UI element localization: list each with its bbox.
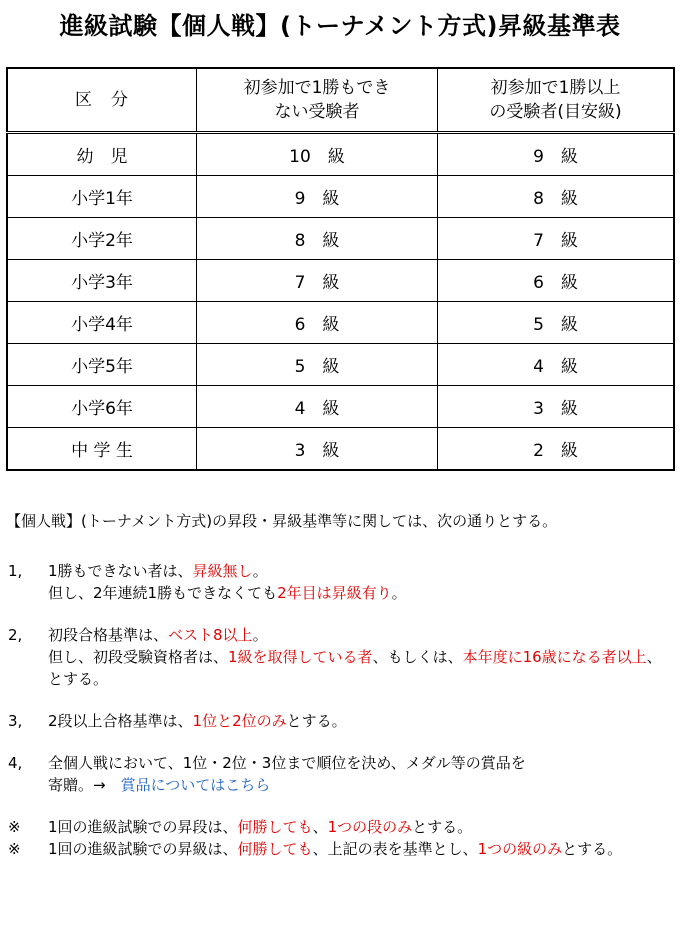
row-grade-no-win: 3 級 (197, 428, 438, 471)
row-category: 中 学 生 (7, 428, 197, 471)
row-grade-no-win: 8 級 (197, 218, 438, 260)
note-text: 但し、2年連続1勝もできなくても (48, 584, 278, 602)
note-text: 、上記の表を基準とし、 (312, 840, 478, 858)
note-highlight: 何勝しても (237, 840, 313, 858)
row-grade-win: 3 級 (438, 386, 675, 428)
note-text: 、とする。 (48, 648, 662, 688)
note-number: 1, (8, 562, 23, 580)
table-row (7, 260, 674, 302)
note-item-2 (6, 624, 674, 690)
note-text: 但し、初段受験資格者は、 (48, 648, 229, 666)
note-highlight: 1つの段のみ (327, 818, 413, 836)
table-row (7, 302, 674, 344)
table-row (7, 428, 674, 471)
note-highlight: 本年度に16歳になる者以上 (462, 648, 647, 666)
prizes-link[interactable]: 賞品についてはこちら (120, 776, 271, 794)
asterisk-mark: ※ (8, 840, 21, 858)
note-highlight: 2年目は昇級有り (277, 584, 392, 602)
row-category: 小学4年 (7, 302, 197, 344)
notes-section (6, 510, 674, 860)
note-text: 、 (312, 818, 328, 836)
row-grade-no-win: 6 級 (197, 302, 438, 344)
note-text: とする。 (562, 840, 623, 858)
note-text: 。 (391, 584, 407, 602)
row-category: 小学5年 (7, 344, 197, 386)
note-star-1 (6, 816, 674, 838)
row-category: 幼 児 (7, 133, 197, 176)
table-row (7, 344, 674, 386)
row-grade-win: 2 級 (438, 428, 675, 471)
note-item-3 (6, 710, 674, 732)
note-text: 1回の進級試験での昇級は、 (48, 840, 238, 858)
note-text: とする。 (412, 818, 473, 836)
note-item-1 (6, 560, 674, 604)
note-star-2 (6, 838, 674, 860)
note-text: 1回の進級試験での昇段は、 (48, 818, 238, 836)
row-grade-no-win: 5 級 (197, 344, 438, 386)
header-category (7, 68, 197, 133)
note-number: 2, (8, 626, 23, 644)
grade-table (6, 67, 675, 471)
row-category: 小学1年 (7, 176, 197, 218)
table-header-row (7, 68, 674, 133)
note-highlight: 昇級無し (192, 562, 253, 580)
note-text: 全個人戦において、1位・2位・3位まで順位を決め、メダル等の賞品を (48, 754, 526, 772)
table-row (7, 218, 674, 260)
note-text: 寄贈。→ (48, 776, 121, 794)
row-category: 小学6年 (7, 386, 197, 428)
note-text: 、もしくは、 (372, 648, 463, 666)
note-highlight: 1級を取得している者 (228, 648, 373, 666)
row-grade-no-win: 10 級 (197, 133, 438, 176)
asterisk-mark: ※ (8, 818, 21, 836)
table-row (7, 133, 674, 176)
header-no-win (197, 68, 438, 133)
header-win (438, 68, 675, 133)
header-category-label: 区 分 (75, 90, 129, 110)
note-highlight: 1位と2位のみ (192, 712, 287, 730)
row-category: 小学3年 (7, 260, 197, 302)
note-text: 。 (252, 562, 268, 580)
header-win-line2: の受験者(目安級) (489, 102, 622, 122)
note-highlight: 1つの級のみ (477, 840, 563, 858)
note-text: 1勝もできない者は、 (48, 562, 193, 580)
note-number: 3, (8, 712, 23, 730)
note-number: 4, (8, 754, 23, 772)
row-grade-no-win: 9 級 (197, 176, 438, 218)
row-grade-win: 6 級 (438, 260, 675, 302)
notes-lead: 【個人戦】(トーナメント方式)の昇段・昇級基準等に関しては、次の通りとする。 (6, 512, 558, 530)
note-text: 2段以上合格基準は、 (48, 712, 193, 730)
table-row (7, 176, 674, 218)
header-no-win-line2: ない受験者 (274, 102, 360, 122)
header-no-win-line1: 初参加で1勝もでき (243, 78, 391, 98)
row-grade-no-win: 7 級 (197, 260, 438, 302)
note-item-4 (6, 752, 674, 796)
row-grade-win: 5 級 (438, 302, 675, 344)
note-text: 初段合格基準は、 (48, 626, 169, 644)
table-row (7, 386, 674, 428)
note-highlight: ベスト8以上 (168, 626, 253, 644)
row-grade-win: 7 級 (438, 218, 675, 260)
row-category: 小学2年 (7, 218, 197, 260)
page-title: 進級試験【個人戦】(トーナメント方式)昇級基準表 (59, 12, 621, 40)
row-grade-win: 9 級 (438, 133, 675, 176)
header-win-line1: 初参加で1勝以上 (490, 78, 621, 98)
row-grade-win: 4 級 (438, 344, 675, 386)
note-text: 。 (252, 626, 268, 644)
note-highlight: 何勝しても (237, 818, 313, 836)
row-grade-no-win: 4 級 (197, 386, 438, 428)
row-grade-win: 8 級 (438, 176, 675, 218)
note-text: とする。 (286, 712, 347, 730)
